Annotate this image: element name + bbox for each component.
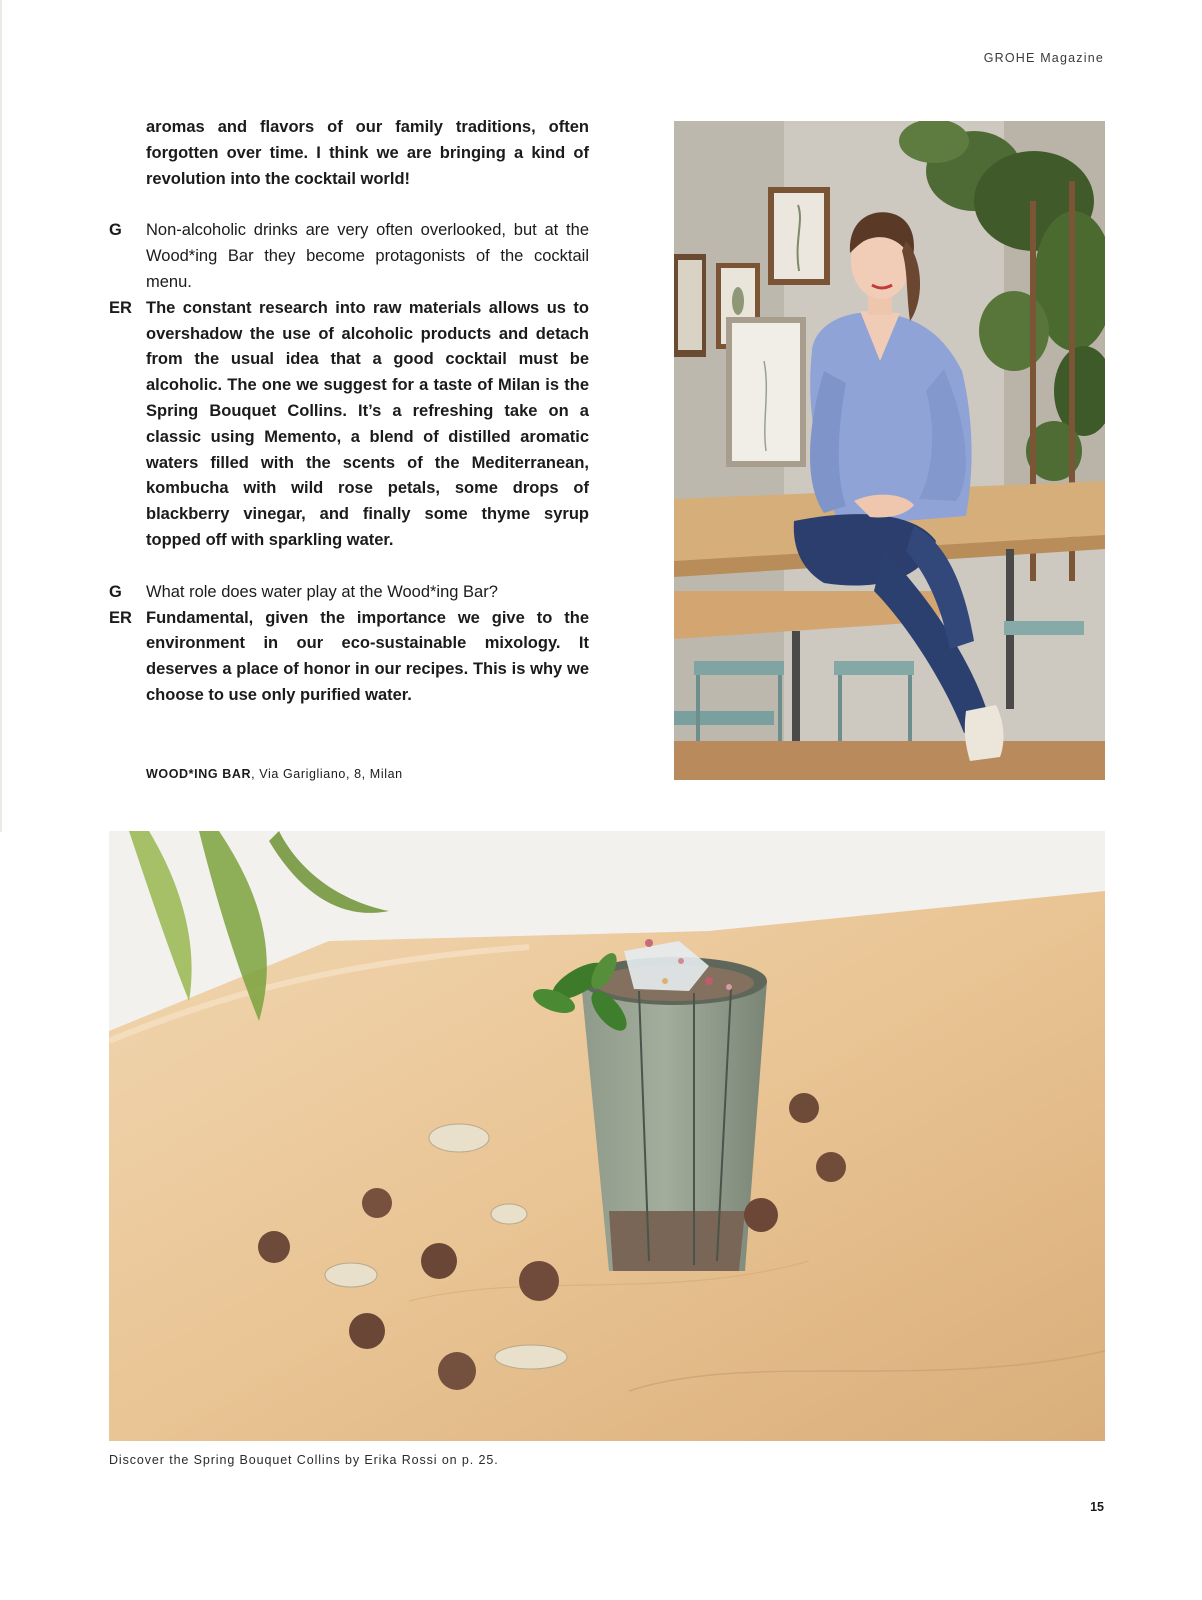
cocktail-illustration [109,831,1105,1441]
intro-answer [109,115,589,192]
interview-text [109,115,589,709]
paragraph-gap [109,192,589,218]
question-1-text: Non-alcoholic drinks are very often overlooked, but at the Wood*ing Bar they become protagonists of the cocktail menu. [146,221,589,291]
answer-2 [109,606,589,709]
question-2-speaker: G [109,582,122,601]
answer-2-speaker: ER [109,608,132,627]
answer-1-speaker: ER [109,298,132,317]
intro-answer-text: aromas and flavors of our family traditions, often forgotten over time. I think we are bringing a kind of revolution into the cocktail world! [146,118,589,188]
framed-print [726,317,806,467]
question-1 [109,218,589,295]
bar-name: WOOD*ING BAR [146,767,252,781]
framed-print [768,187,830,285]
bar-location: , Via Garigliano, 8, Milan [251,767,403,781]
answer-2-text: Fundamental, given the importance we give to the environment in our eco-sustainable mixology. It deserves a place of honor in our recipes. This is why we choose to use only purified water. [146,608,589,704]
question-2 [109,580,589,606]
cocktail-photo [109,831,1105,1441]
floor [674,741,1105,780]
portrait-photo [674,121,1105,780]
answer-1 [109,296,589,554]
magazine-name: GROHE Magazine [983,51,1104,65]
framed-print [674,254,706,357]
speaker-blank [109,115,146,192]
page-number: 15 [1090,1500,1104,1514]
question-1-speaker: G [109,221,122,240]
question-2-text: What role does water play at the Wood*ing Bar? [146,582,498,601]
photo-caption: Discover the Spring Bouquet Collins by Erika Rossi on p. 25. [109,1453,499,1467]
bar-address [146,767,403,781]
page-edge-rule [0,0,2,832]
paragraph-gap [109,554,589,580]
portrait-illustration [674,121,1105,780]
answer-1-text: The constant research into raw materials allows us to overshadow the use of alcoholic products and detach from the usual idea that a good cocktail must be alcoholic. The one we suggest for a taste of Milan is the Spring Bouquet Collins. It’s a refreshing take on a classic using Memento, a blend of distilled aromatic waters filled with the scents of the Mediterranean, kombucha with wild rose petals, some drops of blackberry vinegar, and finally some thyme syrup topped off with sparkling water. [146,298,589,549]
